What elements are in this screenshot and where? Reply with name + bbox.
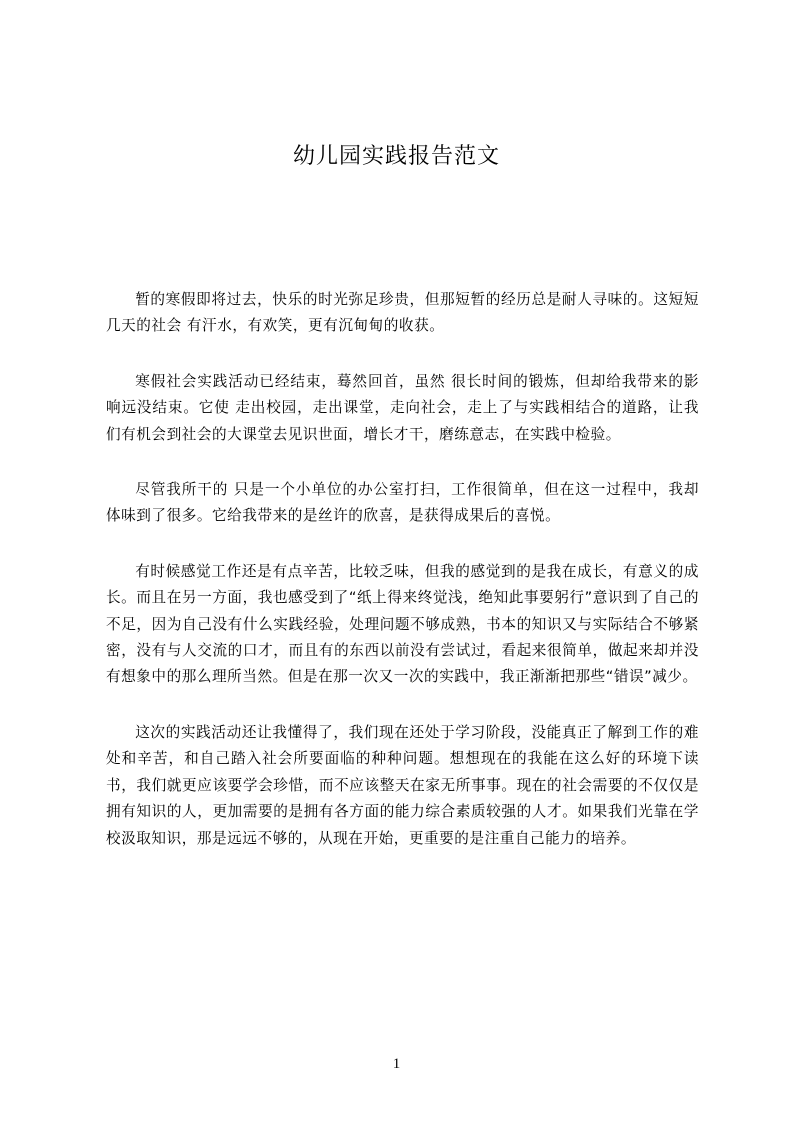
paragraph-1: 暂的寒假即将过去，快乐的时光弥足珍贵，但那短暂的经历总是耐人寻味的。这短短几天的社会 有汗水，有欢笑，更有沉甸甸的收获。	[106, 291, 699, 335]
paragraph-4: 有时候感觉工作还是有点辛苦，比较乏味，但我的感觉到的是我在成长，有意义的成长。而且在另一方面，我也感受到了“纸上得来终觉浅，绝知此事要躬行”意识到了自己的不足，因为自己没有什么实践经验，处理问题不够成熟，书本的知识又与实际结合不够紧密，没有与人交流的口才，而且有的东西以前没有尝试过，看起来很简单，做起来却并没有想象中的那么理所当然。但是在那一次又一次的实践中，我正渐渐把那些“错误”减少。	[106, 562, 699, 686]
paragraph-3: 尽管我所干的 只是一个小单位的办公室打扫，工作很简单，但在这一过程中，我却体味到了很多。它给我带来的是丝许的欣喜，是获得成果后的喜悦。	[106, 481, 699, 525]
document-title: 幼儿园实践报告范文	[292, 144, 500, 169]
document-body	[106, 287, 699, 881]
paragraph-5: 这次的实践活动还让我懂得了，我们现在还处于学习阶段，没能真正了解到工作的难处和辛苦，和自己踏入社会所要面临的种种问题。想想现在的我能在这么好的环境下读书，我们就更应该要学会珍惜，而不应该整天在家无所事事。现在的社会需要的不仅仅是拥有知识的人，更加需要的是拥有各方面的能力综合素质较强的人才。如果我们光靠在学校汲取知识，那是远远不够的，从现在开始，更重要的是注重自己能力的培养。	[106, 723, 699, 847]
paragraph-2: 寒假社会实践活动已经结束，蓦然回首，虽然 很长时间的锻炼，但却给我带来的影响远没结束。它使 走出校园，走出课堂，走向社会，走上了与实践相结合的道路，让我们有机会到社会的大课堂去见识世面，增长才干，磨练意志，在实践中检验。	[106, 372, 699, 443]
page-number: 1	[392, 1056, 401, 1072]
